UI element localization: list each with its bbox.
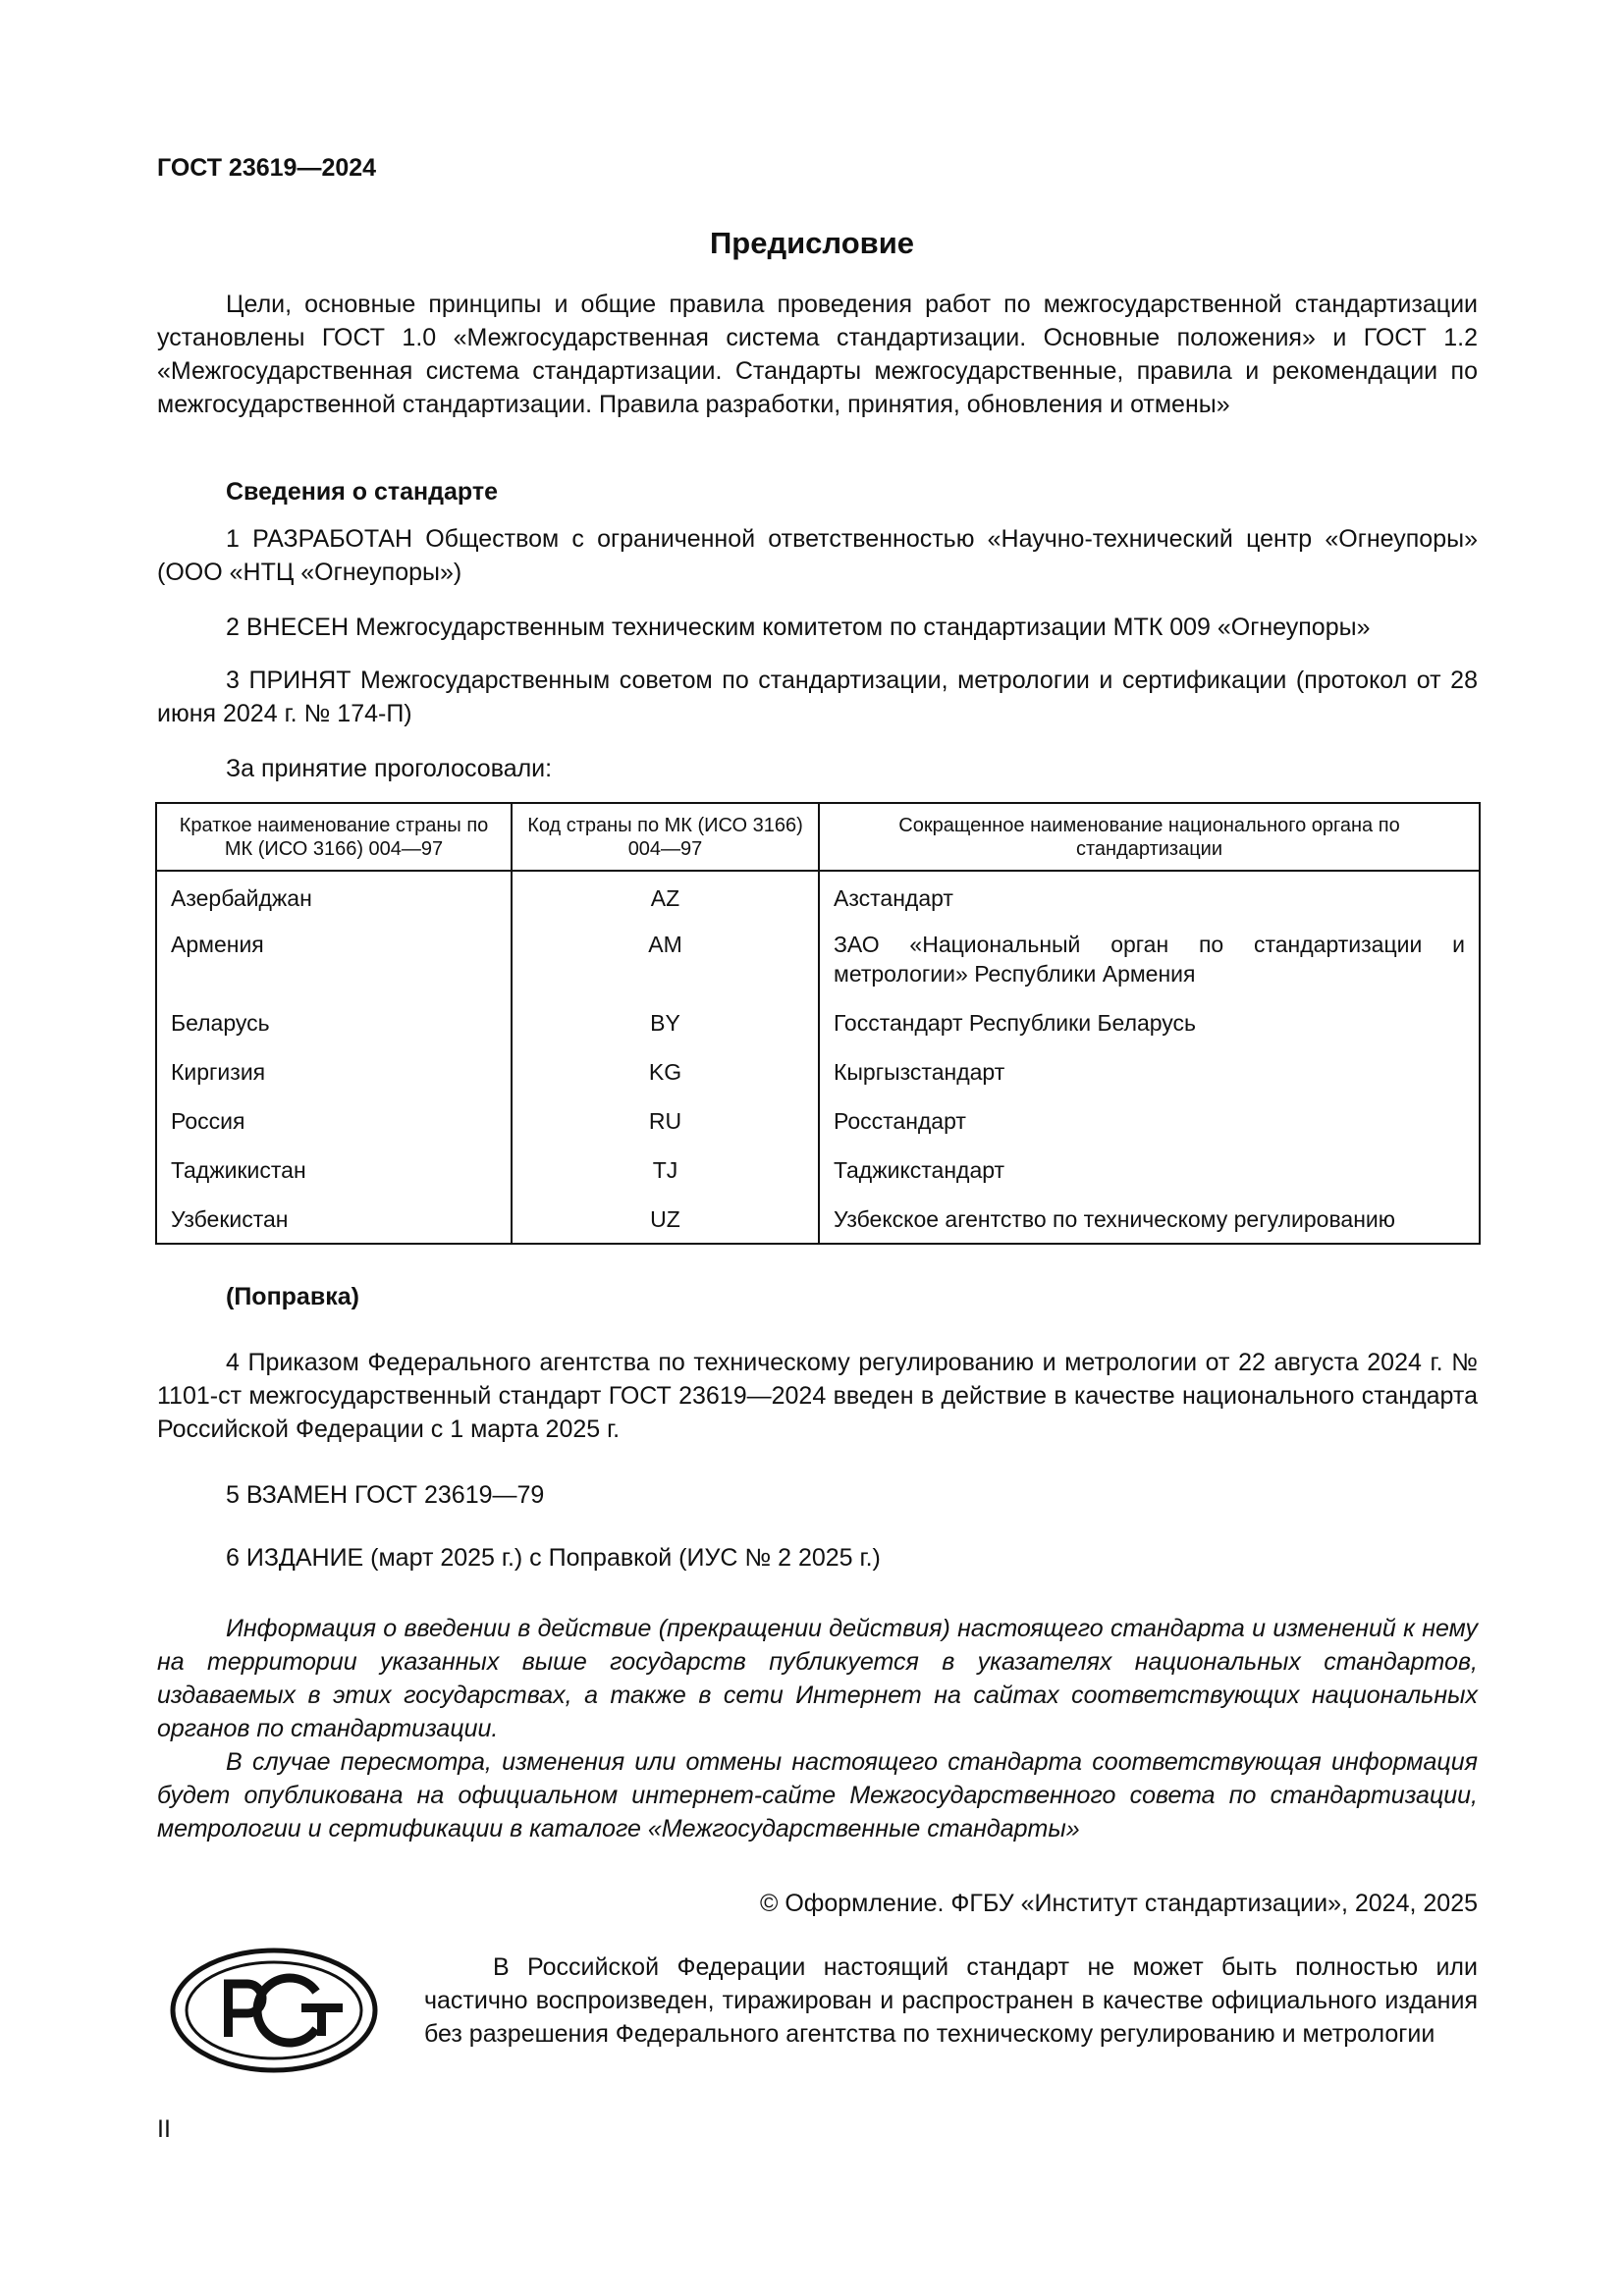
item-order: 4 Приказом Федерального агентства по техническому регулированию и метрологии от 22 августа 2024 г. № 1101-ст межгосударственный стандарт ГОСТ 23619—2024 введен в действие в качестве национального стандарта Российской Федерации с 1 марта 2025 г. [157,1349,1478,1443]
country-cell: Армения [156,920,512,998]
code-cell: UZ [512,1195,819,1244]
amendment-label: (Поправка) [226,1283,359,1310]
code-cell: AZ [512,871,819,920]
header-country: Краткое наименование страны по МК (ИСО 3166) 004—97 [156,803,512,871]
table-row [156,998,1480,1047]
header-code: Код страны по МК (ИСО 3166) 004—97 [512,803,819,871]
body-cell: Росстандарт [834,1108,966,1134]
voting-table [155,802,1481,1245]
country-cell: Беларусь [156,998,512,1047]
voted-label: За принятие проголосовали: [226,755,553,782]
document-id-header: ГОСТ 23619—2024 [157,154,377,182]
rights-notice: В Российской Федерации настоящий стандарт не может быть полностью или частично воспроизведен, тиражирован и распространен в качестве официального издания без разрешения Федерального агентства по техническому регулированию и метрологии [424,1953,1478,2048]
item-developed: 1 РАЗРАБОТАН Обществом с ограниченной ответственностью «Научно-технический центр «Огнеупоры» (ООО «НТЦ «Огнеупоры») [157,525,1478,586]
table-row [156,1195,1480,1244]
code-cell: KG [512,1047,819,1096]
code-cell: TJ [512,1146,819,1195]
country-cell: Азербайджан [156,871,512,920]
table-row [156,1146,1480,1195]
body-cell: Азстандарт [834,885,953,911]
body-cell: ЗАО «Национальный орган по стандартизации и метрологии» Республики Армения [834,932,1465,987]
notice-paragraph-2: В случае пересмотра, изменения или отмены настоящего стандарта соответствующая информация будет опубликована на официальном интернет-сайте Межгосударственного совета по стандартизации, метрологии и сертификации в каталоге «Межгосударственные стандарты» [157,1748,1478,1842]
copyright-line: © Оформление. ФГБУ «Институт стандартизации», 2024, 2025 [759,1890,1478,1917]
code-cell: AM [512,920,819,998]
header-body: Сокращенное наименование национального органа по стандартизации [819,803,1480,871]
country-cell: Узбекистан [156,1195,512,1244]
item-introduced: 2 ВНЕСЕН Межгосударственным техническим комитетом по стандартизации МТК 009 «Огнеупоры» [226,614,1371,641]
table-row [156,1047,1480,1096]
code-cell: BY [512,998,819,1047]
table-row [156,1096,1480,1146]
table-header-row [156,803,1480,871]
item-replaces: 5 ВЗАМЕН ГОСТ 23619—79 [226,1481,545,1509]
rst-certification-mark-icon [169,1947,380,2079]
info-heading: Сведения о стандарте [226,478,499,506]
body-cell: Таджикстандарт [834,1157,1005,1183]
page-number: II [157,2115,171,2143]
body-cell: Узбекское агентство по техническому регулированию [834,1206,1396,1232]
table-row [156,871,1480,920]
table-row [156,920,1480,998]
page-title: Предисловие [709,226,914,260]
notice-paragraph-1: Информация о введении в действие (прекращении действия) настоящего стандарта и изменений к нему на территории указанных выше государств публикуется в указателях национальных стандартов, издаваемых в этих государствах, а также в сети Интернет на сайтах соответствующих национальных органов по стандартизации. [157,1615,1478,1742]
item-edition: 6 ИЗДАНИЕ (март 2025 г.) с Поправкой (ИУС № 2 2025 г.) [226,1544,881,1572]
body-cell: Кыргызстандарт [834,1059,1005,1085]
country-cell: Таджикистан [156,1146,512,1195]
item-adopted: 3 ПРИНЯТ Межгосударственным советом по стандартизации, метрологии и сертификации (протокол от 28 июня 2024 г. № 174-П) [157,667,1478,727]
intro-paragraph: Цели, основные принципы и общие правила проведения работ по межгосударственной стандартизации установлены ГОСТ 1.0 «Межгосударственная система стандартизации. Основные положения» и ГОСТ 1.2 «Межгосударственная система стандартизации. Стандарты межгосударственные, правила и рекомендации по межгосударственной стандартизации. Правила разработки, принятия, обновления и отмены» [157,291,1478,418]
code-cell: RU [512,1096,819,1146]
country-cell: Киргизия [156,1047,512,1096]
country-cell: Россия [156,1096,512,1146]
body-cell: Госстандарт Республики Беларусь [834,1010,1197,1036]
